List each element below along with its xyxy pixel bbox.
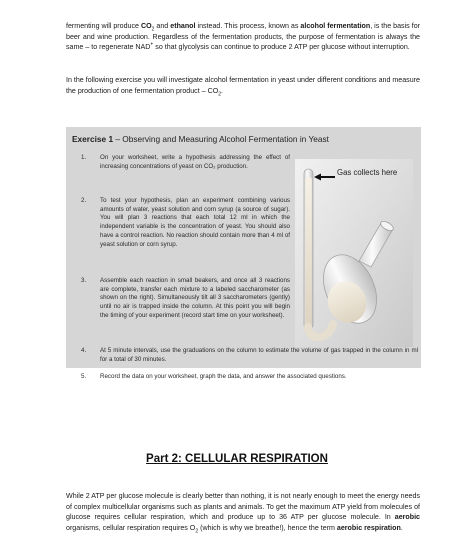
text-run: In the following exercise you will investigate alcohol fermentation in yeast under different conditions and measure the production of one fermentation product – CO xyxy=(66,76,420,95)
column-liquid xyxy=(305,177,312,327)
text-run: . xyxy=(400,523,403,532)
co2-bold: CO xyxy=(141,22,152,30)
text-run: organisms, cellular respiration requires O xyxy=(66,523,196,532)
text-run: , is the basis for beer and wine production. Regardless of the fermentation products, the purpose of fermentation is always the same – to regenerate NAD xyxy=(66,22,421,52)
text-run: . xyxy=(221,86,223,95)
step-text: To test your hypothesis, plan an experiment combining various amounts of water, yeast solution and corn syrup (a source of sugar). You will plan 3 reactions that each total 12 ml in which the independent variable is the concentration of yeast. You should also have a control reaction. No reaction should contain more than 4 ml of yeast solution or corn syrup. xyxy=(100,197,290,248)
step-text: Record the data on your worksheet, graph the data, and answer the associated questions. xyxy=(100,373,347,380)
text-run: so that glycolysis can continue to produce 2 ATP per glucose without interruption. xyxy=(153,43,410,52)
step-number: 5. xyxy=(81,373,87,380)
saccharometer-photo xyxy=(295,159,413,347)
text-run: While 2 ATP per glucose molecule is clearly better than nothing, it is not nearly enough to meet the energy needs of complex multicellular organisms such as plants and animals. To get the maximum ATP yield from molecules of glucose requires cellular respiration, which and produce up to 36 ATP per glucose molecule. In xyxy=(66,492,420,522)
step-text: At 5 minute intervals, use the graduations on the column to estimate the volume of gas trapped in the column in ml for a total of 30 minutes. xyxy=(100,347,418,363)
text-run: fermenting will produce xyxy=(66,22,141,30)
alcohol-fermentation-bold: alcohol fermentation xyxy=(300,22,371,30)
superscript: + xyxy=(150,41,154,48)
exercise-label: Exercise 1 xyxy=(72,134,114,144)
step-text: Assemble each reaction in small beakers, and once all 3 reactions are complete, transfer each mixture to a labeled saccharometer (as shown on the right). Simultaneously tilt all 3 saccharometers (gently) until no air is trapped inside the column. At this point you will begin the timing of your experiment (record start time on your worksheet). xyxy=(100,277,290,319)
subscript: 2 xyxy=(195,528,199,535)
text-run: instead. This process, known as xyxy=(195,22,301,30)
part2-paragraph xyxy=(66,491,420,533)
step-number: 1. xyxy=(81,154,87,161)
step-number: 2. xyxy=(81,197,87,204)
intro-paragraph-exercise xyxy=(66,75,420,96)
subscript: 2 xyxy=(218,91,221,97)
exercise-title-text: – Observing and Measuring Alcohol Fermentation in Yeast xyxy=(113,134,329,144)
part2-heading: Part 2: CELLULAR RESPIRATION xyxy=(146,453,328,465)
step-text: On your worksheet, write a hypothesis addressing the effect of increasing concentrations of yeast on CO₂ production. xyxy=(100,154,290,170)
step-number: 4. xyxy=(81,347,87,354)
gas-collects-label: Gas collects here xyxy=(337,169,398,177)
aerobic-respiration-bold: aerobic respiration xyxy=(336,523,401,532)
ethanol-bold: ethanol xyxy=(170,22,196,30)
exercise-box xyxy=(66,127,421,380)
step-number: 3. xyxy=(81,277,87,284)
photo-label-wrap xyxy=(337,169,411,191)
text-run: (which is why we breathe!), hence the term xyxy=(198,523,337,532)
intro-paragraph-fermentation xyxy=(66,21,420,53)
text-run: and xyxy=(154,22,171,30)
aerobic-bold: aerobic xyxy=(394,513,420,522)
subscript: 2 xyxy=(151,26,155,33)
exercise-title xyxy=(72,134,329,144)
